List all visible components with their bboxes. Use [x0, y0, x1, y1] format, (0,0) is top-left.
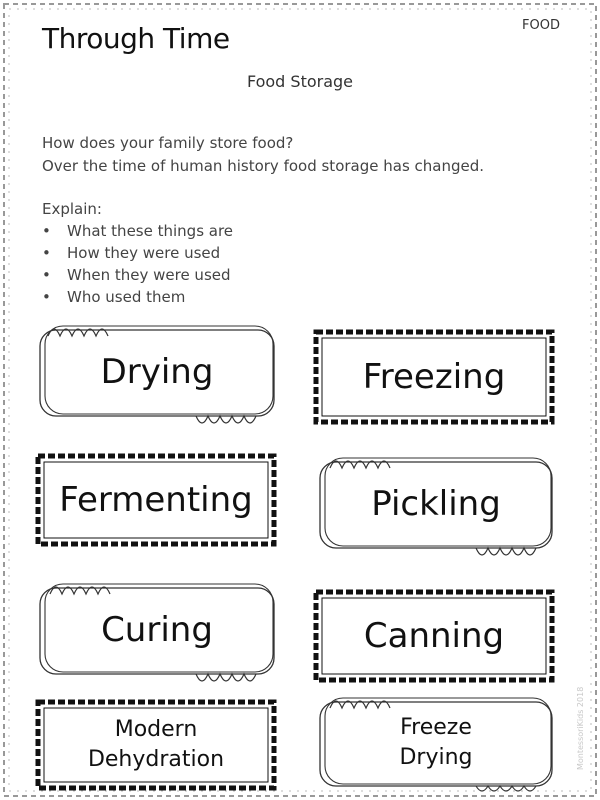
- card-label: Fermenting: [59, 480, 253, 520]
- card-label: [38, 702, 274, 788]
- explain-list: [42, 220, 233, 308]
- card-label: Drying: [100, 352, 214, 392]
- card-curing: [36, 580, 278, 680]
- list-item: • What these things are: [42, 220, 233, 242]
- intro-line-2: Over the time of human history food storage has changed.: [42, 157, 485, 175]
- card-label-line-1: Modern: [114, 717, 198, 742]
- card-freeze-drying: [316, 694, 556, 792]
- card-label-line-2: Drying: [399, 745, 473, 770]
- card-canning: [316, 592, 552, 680]
- list-item: • When they were used: [42, 264, 233, 286]
- explain-section: [42, 198, 233, 308]
- copyright-watermark: MontessoriKids 2018: [576, 686, 585, 770]
- card-fermenting: [38, 456, 274, 544]
- list-item: • How they were used: [42, 242, 233, 264]
- page-subtitle: Food Storage: [246, 72, 354, 91]
- explain-heading: Explain:: [42, 200, 102, 218]
- topic-tag: FOOD: [522, 18, 560, 33]
- page-title: Through Time: [42, 22, 230, 55]
- card-pickling: [316, 454, 556, 554]
- card-label: Curing: [101, 610, 213, 650]
- card-label: Canning: [363, 616, 505, 656]
- list-item: • Who used them: [42, 286, 233, 308]
- card-drying: [36, 322, 278, 422]
- card-label: Freezing: [362, 357, 506, 397]
- intro-line-1: How does your family store food?: [42, 134, 294, 152]
- intro-text: [42, 132, 484, 178]
- card-label-line-1: Freeze: [400, 715, 472, 740]
- card-label: Pickling: [371, 484, 501, 524]
- card-modern-dehydration: [38, 702, 274, 788]
- card-label-line-2: Dehydration: [87, 747, 225, 772]
- card-label: [316, 694, 556, 792]
- card-freezing: [316, 332, 552, 422]
